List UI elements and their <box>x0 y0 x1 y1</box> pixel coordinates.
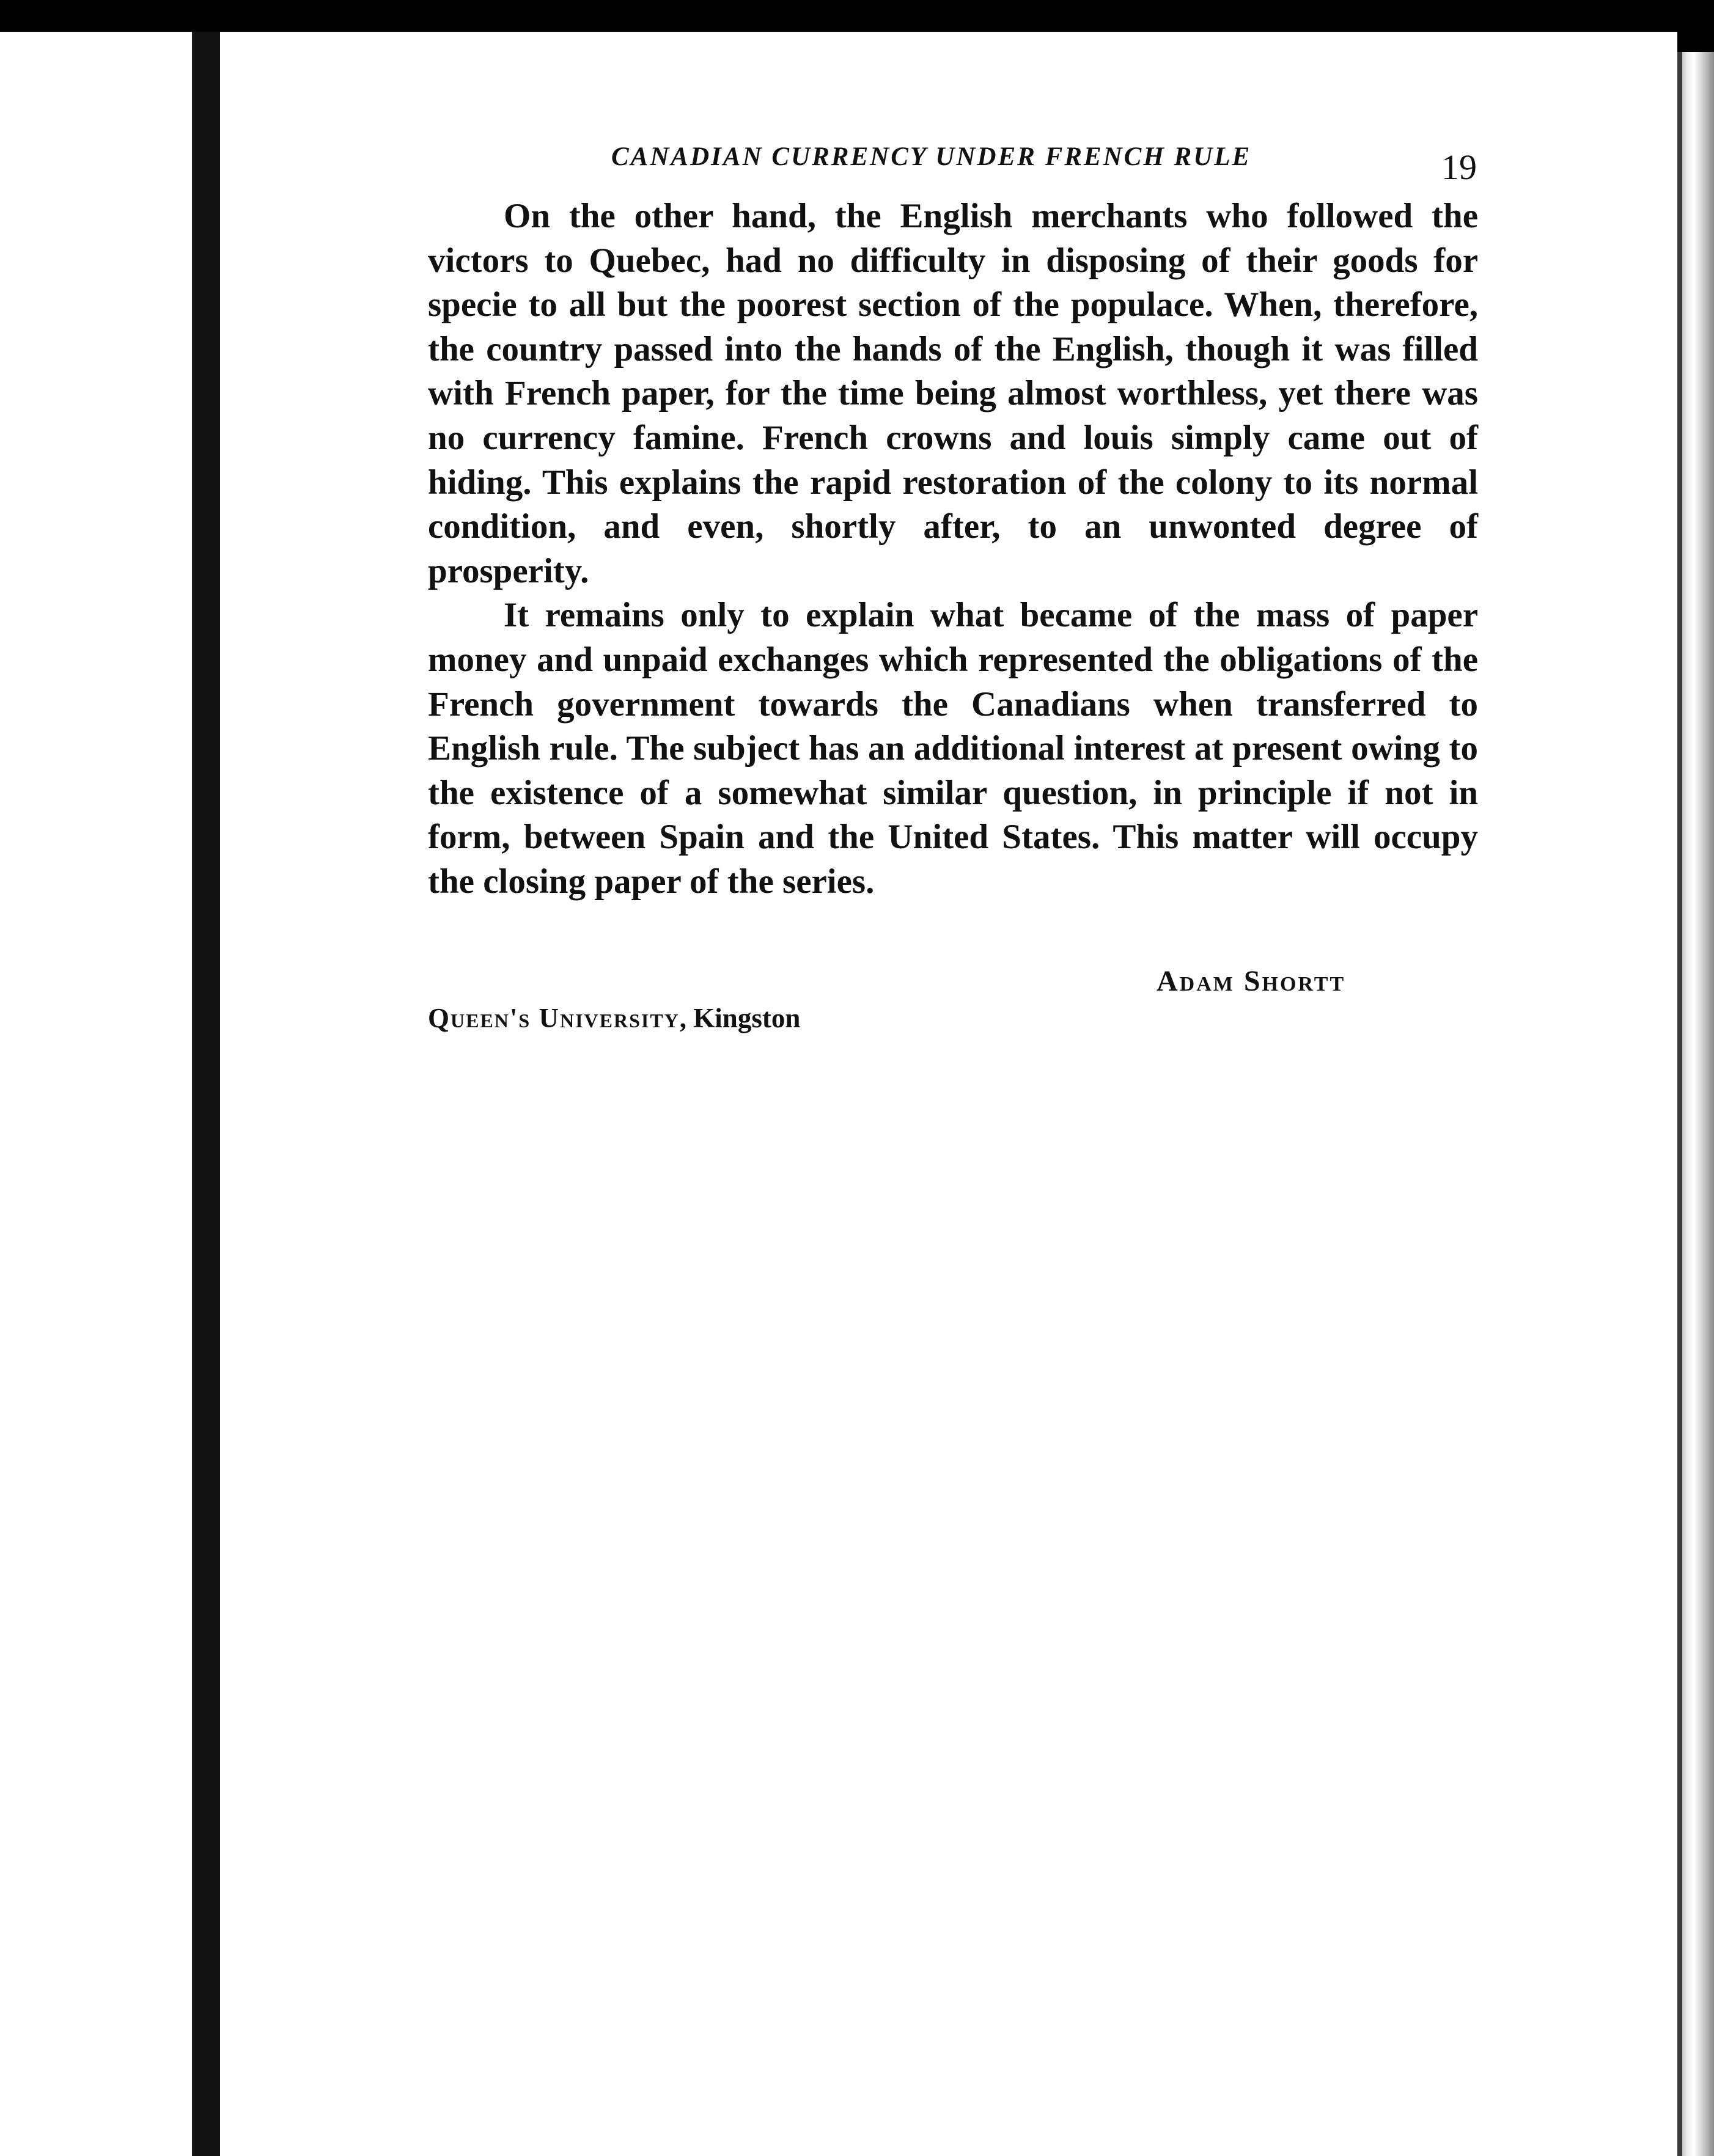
page-number: 19 <box>1441 147 1477 187</box>
page-edge-line <box>1677 52 1682 2156</box>
paragraph: On the other hand, the English merchants who followed the victors to Quebec, had no difficulty in disposing of their goods for specie to all but the poorest section of the populace. When, therefore, the country passed into the hands of the English, though it was filled with French paper, for the time being almost worthless, yet there was no currency famine. French crowns and louis simply came out of hiding. This explains the rapid restoration of the colony to its normal condition, and even, shortly after, to an unwonted degree of prosperity. <box>428 197 1478 590</box>
paragraph: It remains only to explain what became of the mass of paper money and unpaid exchanges which represented the obligations of the French government towards the Canadians when transferred to English rule. The subject has an additional interest at present owing to the existence of a somewhat similar question, in principle if not in form, between Spain and the United States. This matter will occupy the closing paper of the series. <box>428 596 1478 901</box>
city-name: Kingston <box>693 1003 801 1033</box>
running-head-title: CANADIAN CURRENCY UNDER FRENCH RULE <box>611 142 1252 171</box>
facing-page-edge <box>0 32 194 2156</box>
body-text <box>428 194 1478 904</box>
affiliation-separator: , <box>679 1003 694 1033</box>
author-signature: Adam Shortt <box>1157 965 1346 997</box>
author-affiliation <box>428 1002 800 1034</box>
institution-name: Queen's University <box>428 1003 680 1033</box>
book-gutter <box>194 32 220 2156</box>
page-edge-shadow <box>1677 52 1714 2156</box>
